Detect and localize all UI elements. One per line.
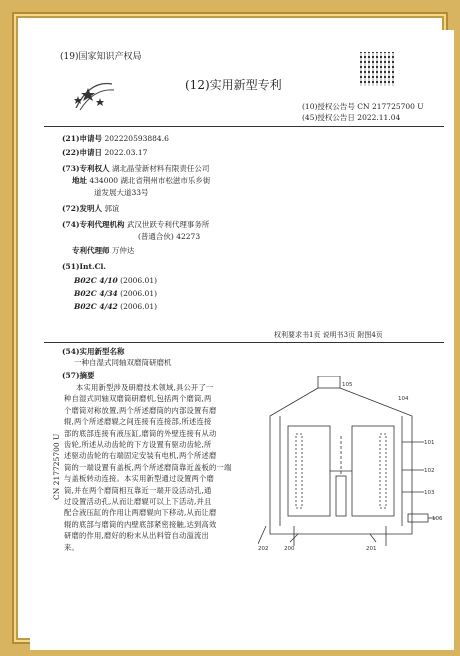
title-label: (54)实用新型名称 (62, 347, 125, 356)
app-no: 202220593884.6 (104, 134, 169, 143)
agent-label: 专利代理师 (72, 246, 110, 255)
abstract-line: 辊,两个所述磨辊之间连接有连接部,所述连接 (64, 417, 212, 427)
summary-divider (44, 342, 444, 343)
app-date-row (62, 148, 147, 158)
inventor: 郭谊 (104, 204, 120, 213)
intcl-row (74, 289, 157, 299)
figure-label: 201 (366, 546, 377, 552)
figure-label: 103 (424, 490, 435, 496)
inventor-label: (72)发明人 (62, 204, 103, 213)
owner-row (62, 164, 209, 174)
owner: 湖北晶莹新材料有限责任公司 (111, 164, 210, 173)
agency-label: (74)专利代理机构 (62, 220, 125, 229)
intcl-year: (2006.01) (120, 302, 158, 311)
pub-no-label: (10)授权公告号 (302, 102, 355, 111)
abstract-line: 与盖板转动连接。本实用新型通过设置两个磨 (64, 474, 214, 484)
office-name: (19)国家知识产权局 (60, 52, 142, 62)
agency-row (62, 220, 209, 230)
agent-row (72, 246, 134, 256)
abstract-line: 齿轮,所述从动齿轮的下方设置有驱动齿轮,所 (64, 440, 212, 450)
intcl-year: (2006.01) (120, 276, 158, 285)
page-summary: 权利要求书1页 说明书3页 附图4页 (274, 331, 383, 339)
abstract-text (64, 382, 240, 553)
utility-title: 一种自湿式同轴双磨筒研磨机 (74, 358, 172, 367)
app-date: 2022.03.17 (104, 148, 148, 157)
patent-page (30, 30, 454, 650)
address-row (72, 176, 210, 186)
figure-label: 200 (284, 546, 295, 552)
pub-date-label: (45)授权公告日 (302, 113, 355, 122)
abstract-line: 部的底部连接有液压缸,磨筒的外壁连接有从动 (64, 428, 217, 438)
agency-line-2: (普通合伙) 42273 (138, 232, 201, 241)
abstract-line: 过设置活动孔,从而让磨辊可以上下活动,并且 (64, 497, 212, 507)
app-date-label: (22)申请日 (62, 148, 103, 157)
figure-label: 102 (424, 468, 435, 474)
address-line-1: 434000 湖北省荆州市松滋市乐乡街 (89, 176, 211, 185)
abstract-line: 配合液压缸的作用让两磨辊向下移动,从而让磨 (64, 508, 217, 518)
figure-label: 106 (432, 516, 443, 522)
abstract-line: 筒,并在两个磨筒相互靠近一端开设活动孔,通 (64, 485, 212, 495)
intcl-code: B02C 4/10 (74, 276, 118, 285)
app-no-label: (21)申请号 (62, 134, 103, 143)
app-no-row (62, 134, 169, 144)
abstract-line: 个磨筒对称放置,两个所述磨筒的内部设置有磨 (64, 405, 217, 415)
intcl-row (74, 276, 157, 286)
abstract-line: 述驱动齿轮的右端固定安装有电机,两个所述磨 (64, 451, 217, 461)
figure-label: 202 (258, 546, 269, 552)
pub-no: CN 217725700 U (357, 102, 424, 111)
abstract-line: 研磨的作用,磨好的粉末从出料管自动溢流出 (64, 531, 209, 541)
abstract-line: 来。 (64, 542, 79, 552)
intcl-label: (51)Int.Cl. (62, 262, 107, 271)
intcl-row (74, 302, 157, 312)
abstract-label: (57)摘要 (62, 371, 95, 380)
header-divider (44, 126, 444, 127)
document-type: (12)实用新型专利 (185, 78, 282, 92)
abstract-line: 本实用新型涉及研磨技术领域,具公开了一 (76, 383, 214, 392)
abstract-line: 种自湿式同轴双磨筒研磨机,包括两个磨筒,两 (64, 394, 212, 404)
figure-label: 104 (398, 396, 409, 402)
machine-drawing (258, 376, 444, 552)
agent: 万仲达 (111, 246, 135, 255)
intcl-code: B02C 4/34 (74, 289, 118, 298)
owner-label: (73)专利权人 (62, 164, 110, 173)
intcl-code: B02C 4/42 (74, 302, 118, 311)
pub-date-row (302, 113, 400, 123)
inventor-row (62, 204, 119, 214)
qr-code (360, 52, 394, 86)
abstract-line: 筒的一端设置有盖板,两个所述磨筒靠近盖板的一端 (64, 462, 232, 472)
agency-line-1: 武汉世跃专利代理事务所 (126, 220, 210, 229)
figure-label: 101 (424, 440, 435, 446)
address-label: 地址 (72, 176, 87, 185)
figure-label: 105 (342, 382, 353, 388)
pub-no-row (302, 102, 424, 112)
cnipa-logo (70, 74, 116, 118)
address-line-2: 道发展大道33号 (94, 188, 149, 197)
abstract-line: 辊的底部与磨筒的内壁底部紧密接触,达到高效 (64, 519, 217, 529)
vertical-pub-no: CN 217725700 U (52, 433, 61, 500)
intcl-year: (2006.01) (120, 289, 158, 298)
pub-date: 2022.11.04 (357, 113, 401, 122)
